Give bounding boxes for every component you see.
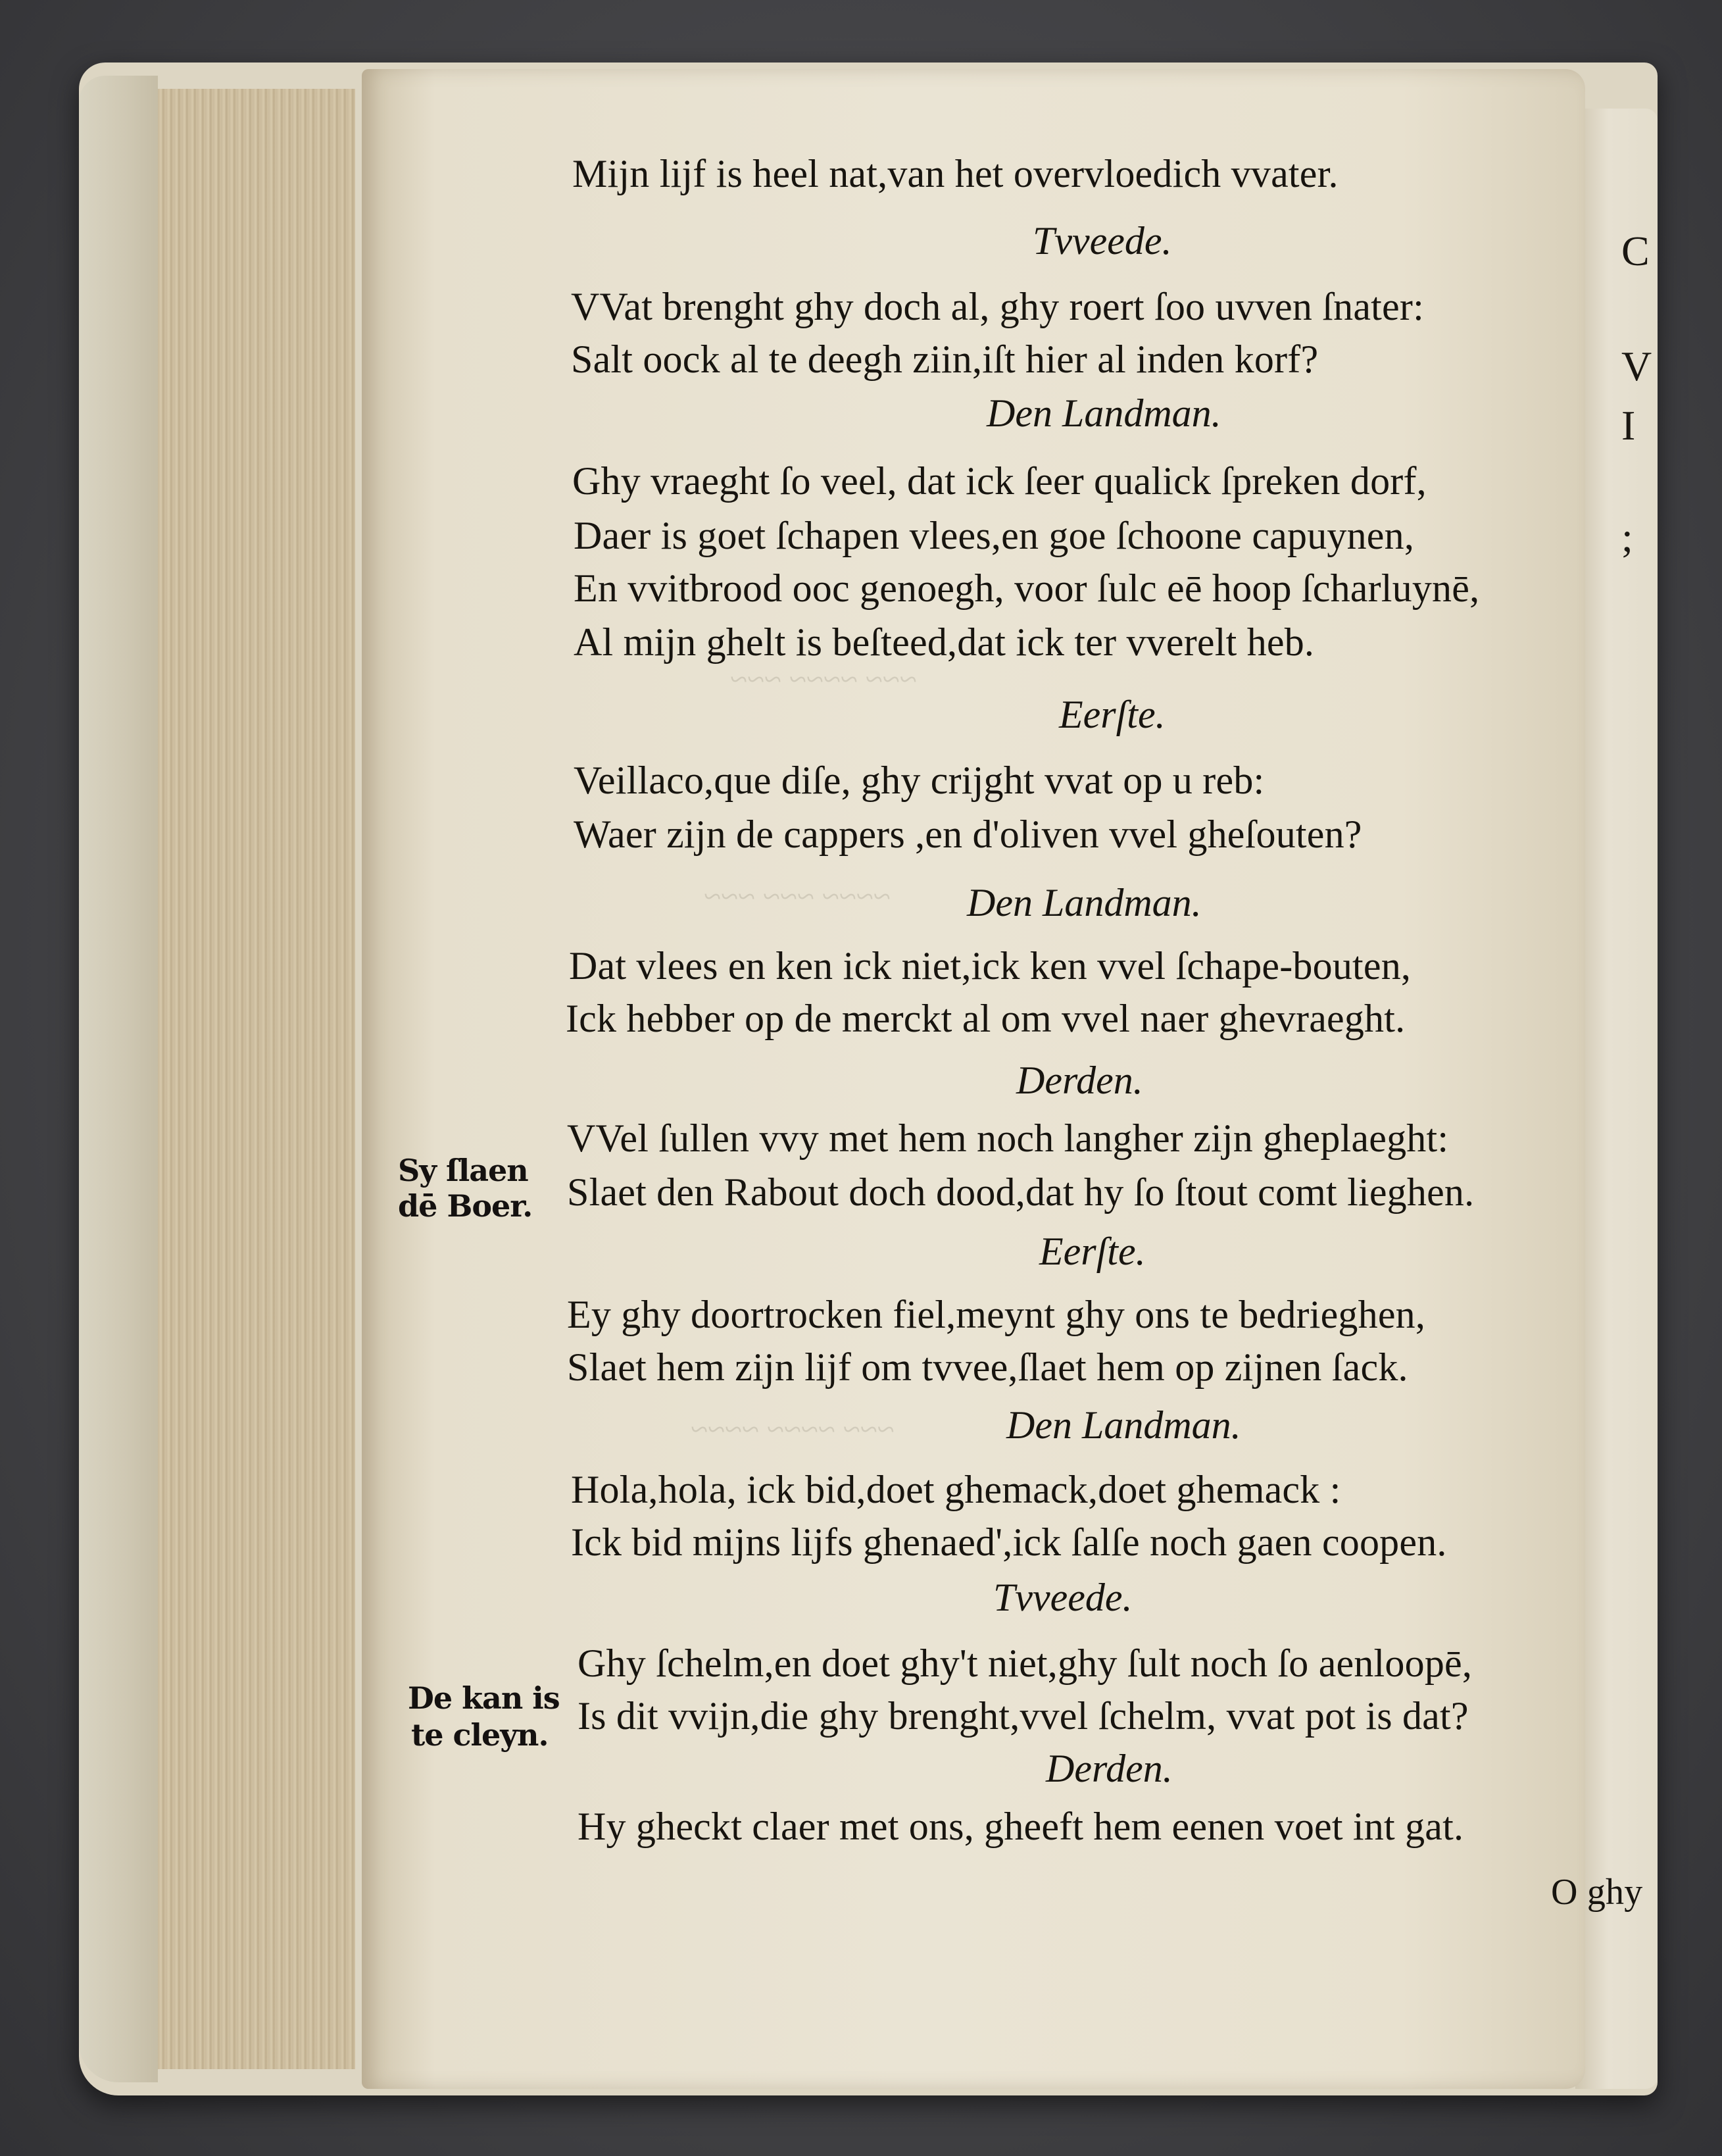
- show-through-text: ~~~ ~~~~ ~~~~: [691, 1412, 895, 1447]
- facing-page-fragment: ;: [1621, 514, 1633, 561]
- verse-line: Waer zijn de cappers ,en d'oliven vvel gheſouten?: [574, 813, 1362, 856]
- verse-line: Ghy ſchelm,en doet ghy't niet,ghy ſult noch ſo aenloopē,: [578, 1642, 1473, 1685]
- marginal-note: Sy ſlaen: [398, 1153, 528, 1188]
- verse-line: Dat vlees en ken ick niet,ick ken vvel ſchape-bouten,: [569, 944, 1412, 988]
- speaker-heading: Den Landman.: [967, 881, 1202, 924]
- page-edges: [158, 89, 355, 2069]
- facing-page: [1575, 109, 1658, 2089]
- show-through-text: ~~~~ ~~~ ~~~: [704, 879, 891, 914]
- speaker-heading: Tvveede.: [1033, 219, 1172, 263]
- verse-line: Al mijn ghelt is beſteed,dat ick ter vverelt heb.: [574, 620, 1315, 664]
- verse-line: Ghy vraeght ſo veel, dat ick ſeer qualick ſpreken dorf,: [572, 459, 1427, 503]
- verse-line: Mijn lijf is heel nat,van het overvloedich vvater.: [572, 152, 1339, 195]
- facing-page-fragment: V: [1621, 343, 1652, 389]
- speaker-heading: Tvveede.: [993, 1576, 1133, 1619]
- verse-line: Hola,hola, ick bid,doet ghemack,doet ghemack :: [571, 1468, 1341, 1511]
- show-through-text: ~~~ ~~~~ ~~~: [730, 662, 917, 697]
- verse-line: En vvitbrood ooc genoegh, voor ſulc eē hoop ſcharluynē,: [574, 566, 1480, 610]
- marginal-note: dē Boer.: [398, 1188, 533, 1224]
- verse-line: VVat brenght ghy doch al, ghy roert ſoo uvven ſnater:: [571, 285, 1424, 328]
- verse-line: Is dit vvijn,die ghy brenght,vvel ſchelm, vvat pot is dat?: [578, 1694, 1469, 1738]
- speaker-heading: Derden.: [1046, 1747, 1173, 1790]
- verse-line: Ick hebber op de merckt al om vvel naer ghevraeght.: [566, 997, 1406, 1040]
- catchword: O ghy: [1551, 1872, 1643, 1913]
- verse-line: VVel ſullen vvy met hem noch langher zijn gheplaeght:: [567, 1116, 1449, 1160]
- book-spine: [79, 76, 158, 2082]
- speaker-heading: Eerſte.: [1059, 693, 1166, 736]
- verse-line: Ey ghy doortrocken fiel,meynt ghy ons te bedrieghen,: [567, 1293, 1426, 1336]
- marginal-note: De kan is: [408, 1680, 560, 1716]
- verse-line: Veillaco,que diſe, ghy crijght vvat op u reb:: [574, 759, 1265, 802]
- facing-page-fragment: I: [1621, 402, 1636, 449]
- verse-line: Slaet hem zijn lijf om tvvee,ſlaet hem op zijnen ſack.: [567, 1345, 1408, 1389]
- verse-line: Ick bid mijns lijfs ghenaed',ick ſalſe noch gaen coopen.: [571, 1520, 1447, 1564]
- verse-line: Slaet den Rabout doch dood,dat hy ſo ſtout comt lieghen.: [567, 1170, 1475, 1214]
- verse-line: Daer is goet ſchapen vlees,en goe ſchoone capuynen,: [574, 514, 1415, 557]
- marginal-note: te cleyn.: [411, 1717, 549, 1753]
- verse-line: Hy gheckt claer met ons, gheeft hem eenen voet int gat.: [578, 1805, 1464, 1848]
- verse-line: Salt oock al te deegh ziin,iſt hier al inden korf?: [571, 338, 1319, 381]
- facing-page-fragment: C: [1621, 228, 1650, 274]
- speaker-heading: Den Landman.: [1006, 1403, 1241, 1447]
- speaker-heading: Eerſte.: [1039, 1230, 1146, 1273]
- speaker-heading: Den Landman.: [987, 391, 1221, 435]
- speaker-heading: Derden.: [1016, 1059, 1143, 1102]
